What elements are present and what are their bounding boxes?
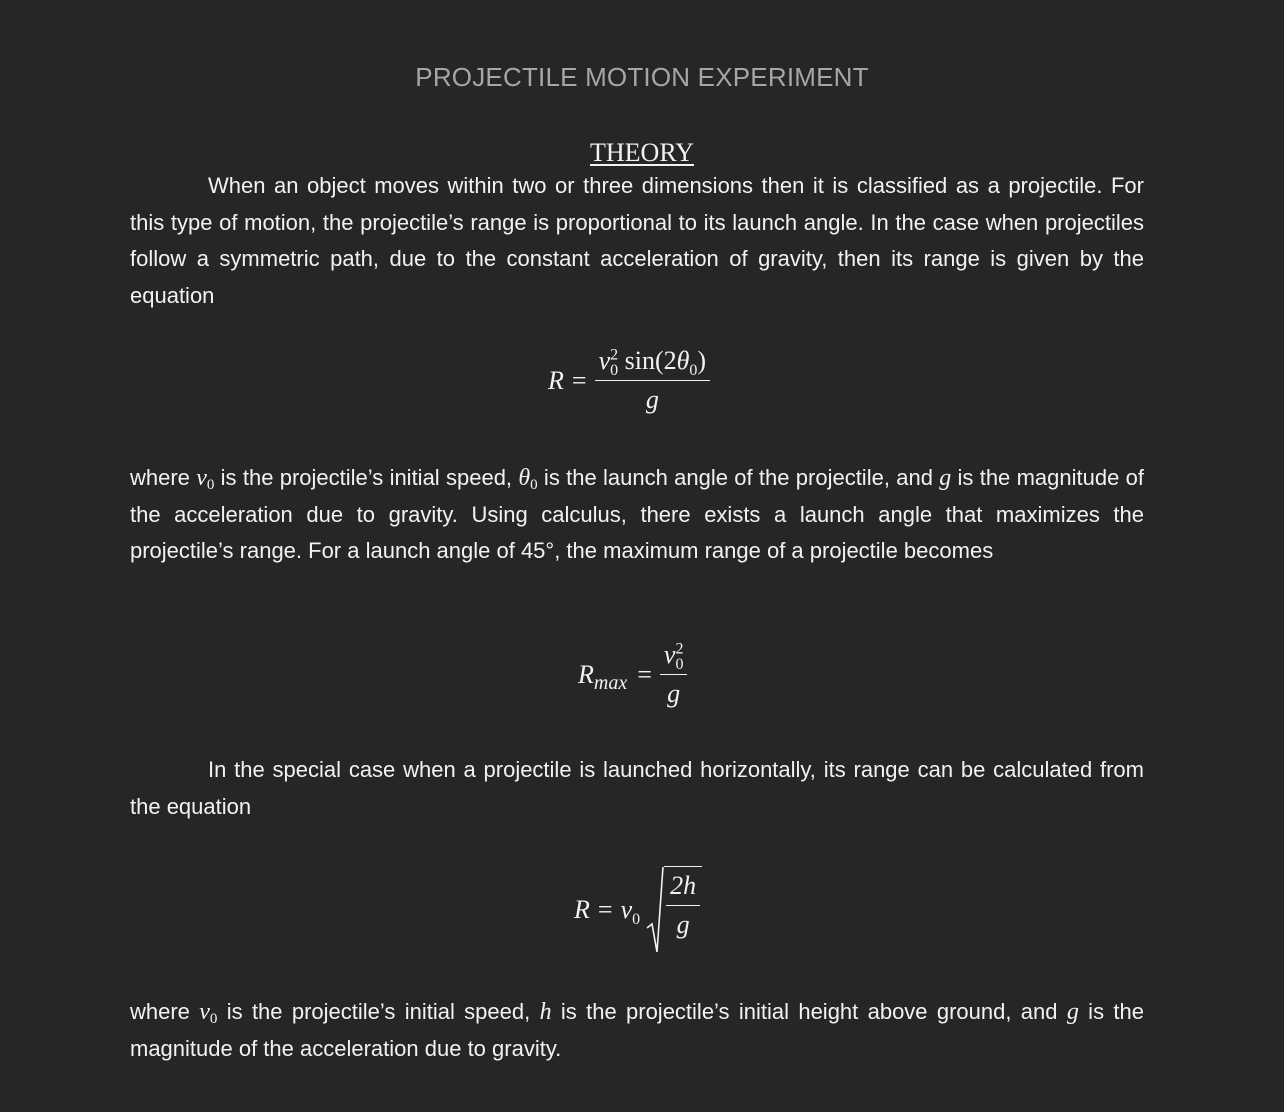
- eq3-equals: =: [597, 895, 613, 924]
- paragraph-variables: [130, 460, 1144, 570]
- p4-text-1: where: [130, 999, 200, 1024]
- eq3-v: v: [620, 895, 633, 924]
- p4-v-symbol: [199, 999, 217, 1025]
- paragraph-intro: [130, 168, 1144, 314]
- eq2-denominator: g: [667, 679, 681, 708]
- eq1-theta-sub: 0: [689, 362, 698, 380]
- eq3-denominator: g: [676, 910, 690, 939]
- eq2-v-sup: 2: [675, 640, 684, 658]
- p2-theta-sub: 0: [530, 477, 538, 493]
- eq3-v-symbol: [620, 895, 641, 929]
- p2-v-sub: 0: [206, 477, 215, 493]
- paragraph-horizontal-variables: [130, 994, 1144, 1067]
- eq1-v-sup: 2: [610, 346, 619, 364]
- paragraph-intro-text: When an object moves within two or three dimensions then it is classified as a projectile. For this type of motion, the projectile’s range is proportional to its launch angle. In the case when projectiles follow a symmetric path, due to the constant acceleration of gravity, then its range is given by the equation: [130, 173, 1144, 308]
- eq3-numerator: 2h: [666, 871, 700, 906]
- document-header: PROJECTILE MOTION EXPERIMENT: [415, 62, 869, 92]
- p2-text-4: is the magnitude of the acceleration due to gravity. Using calculus, there exists a launch angle that maximizes the projectile’s range. For a launch angle of 45°, the maximum range of a projectile becomes: [130, 465, 1144, 563]
- eq1-v: v: [598, 346, 611, 375]
- eq3-lhs: R: [574, 895, 590, 924]
- p4-text-3: is the projectile’s initial height above ground, and: [551, 999, 1067, 1024]
- max-range-equation: [578, 640, 687, 709]
- eq3-radicand: [664, 866, 702, 954]
- eq3-v-sub: 0: [632, 911, 641, 929]
- eq1-sin: sin(2: [618, 346, 677, 375]
- p4-text-2: is the projectile’s initial speed,: [217, 999, 540, 1024]
- p4-text-4: is the magnitude of the acceleration due to gravity.: [130, 999, 1144, 1061]
- paragraph-horizontal-text: In the special case when a projectile is launched horizontally, its range can be calculated from the equation: [130, 757, 1144, 819]
- eq2-fraction: [660, 640, 688, 709]
- p2-theta: θ: [518, 465, 531, 491]
- range-equation: [548, 346, 710, 415]
- horizontal-range-equation: [574, 866, 702, 954]
- p4-g-symbol: g: [1066, 999, 1079, 1025]
- p4-h-symbol: h: [539, 999, 552, 1025]
- eq1-equals: =: [571, 365, 587, 395]
- eq2-numerator: [660, 640, 688, 675]
- eq3-fraction: [666, 871, 700, 940]
- p2-g-symbol: g: [939, 465, 952, 491]
- eq2-v: v: [663, 640, 676, 669]
- p2-text-3: is the launch angle of the projectile, and: [537, 465, 940, 490]
- eq2-v-sub: 0: [675, 656, 684, 674]
- eq2-lhs: [578, 659, 628, 694]
- eq1-close-paren: ): [697, 346, 707, 375]
- p2-text-2: is the projectile’s initial speed,: [214, 465, 519, 490]
- p2-text-1: where: [130, 465, 197, 490]
- section-title: THEORY: [590, 138, 694, 167]
- eq2-r-sub: max: [593, 671, 628, 694]
- p2-v: v: [196, 465, 207, 491]
- p2-theta-symbol: [518, 465, 537, 491]
- eq2-equals: =: [637, 659, 652, 689]
- p2-v-symbol: [196, 465, 214, 491]
- eq3-square-root: [646, 866, 702, 954]
- eq1-denominator: g: [645, 385, 659, 414]
- radical-sign-icon: [646, 866, 664, 954]
- p4-v: v: [199, 999, 210, 1025]
- p4-v-sub: 0: [209, 1011, 218, 1027]
- eq2-r: R: [578, 659, 594, 689]
- eq1-lhs: R: [548, 365, 564, 395]
- eq1-theta: θ: [676, 346, 690, 375]
- paragraph-horizontal: [130, 752, 1144, 825]
- eq1-numerator: [595, 346, 711, 381]
- eq1-fraction: [595, 346, 711, 415]
- eq1-v-sub: 0: [610, 362, 619, 380]
